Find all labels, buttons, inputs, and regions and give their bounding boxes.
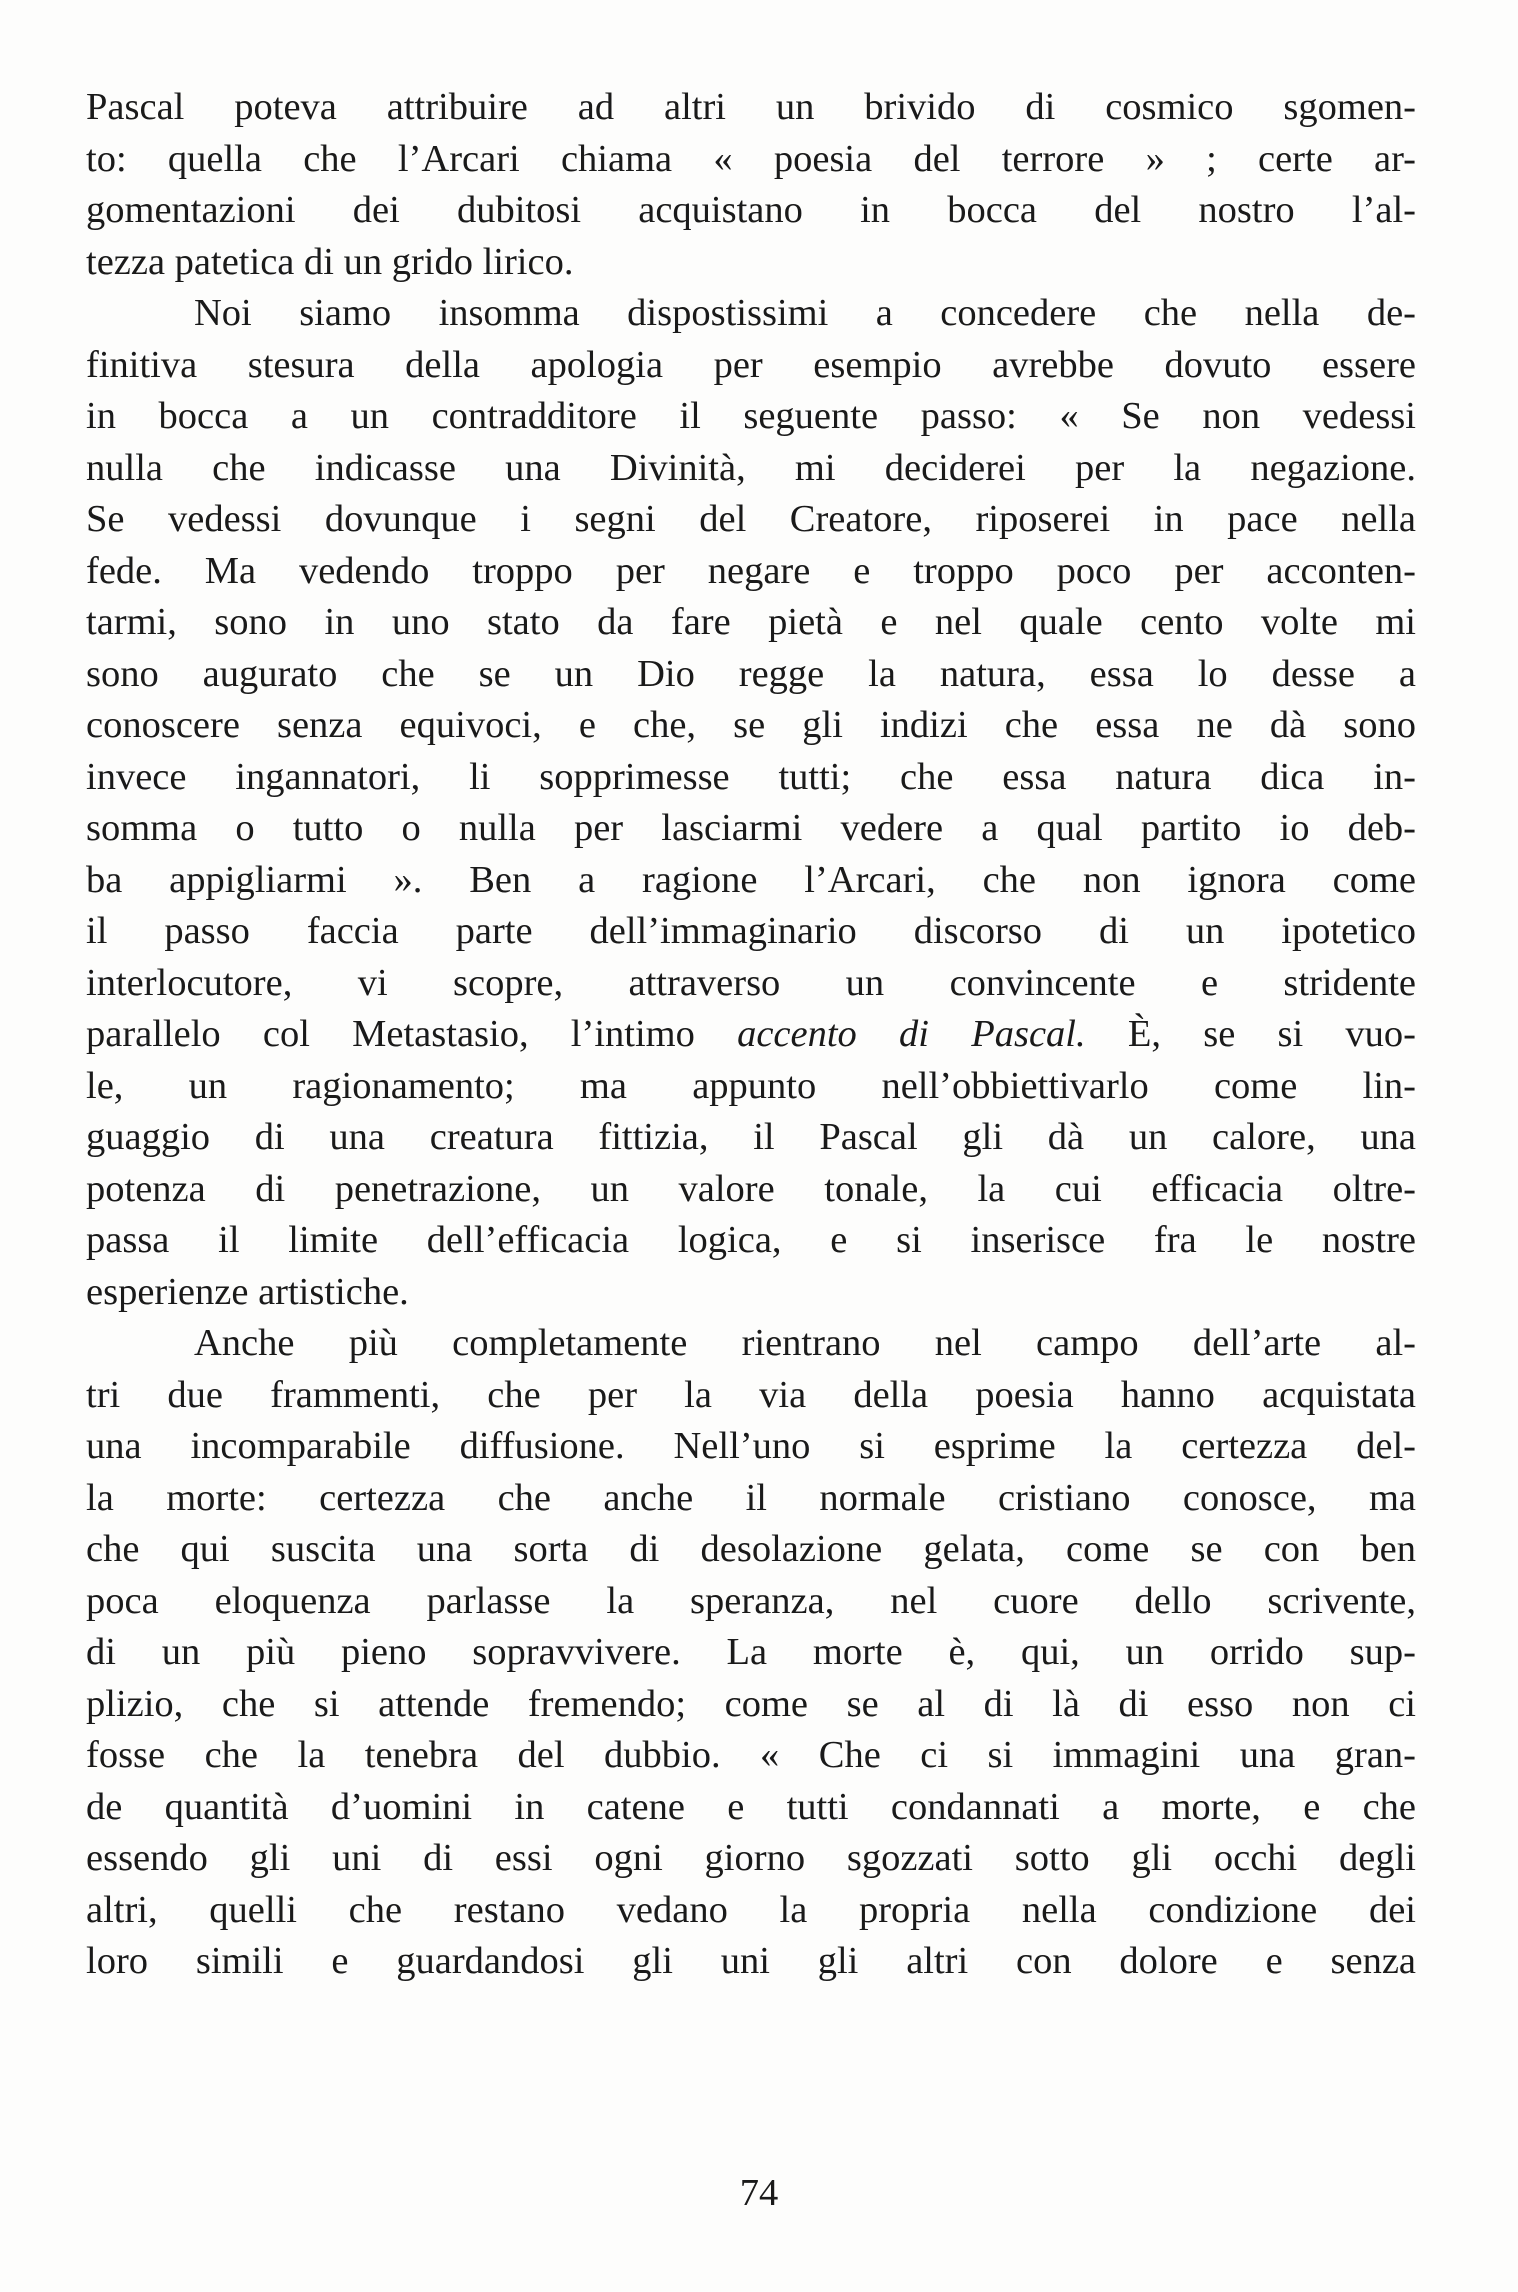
text-line: guaggio di una creatura fittizia, il Pascal gli dà un calore, una	[86, 1116, 1416, 1158]
text-line: fosse che la tenebra del dubbio. « Che ci si immagini una gran-	[86, 1734, 1416, 1776]
text-line: plizio, che si attende fremendo; come se al di là di esso non ci	[86, 1682, 1416, 1725]
text-line: to: quella che l’Arcari chiama « poesia del terrore » ; certe ar-	[86, 137, 1416, 180]
italic-phrase: accento di Pascal.	[737, 1013, 1086, 1055]
text-line: che qui suscita una sorta di desolazione gelata, come se con ben	[86, 1528, 1416, 1570]
body-text	[86, 82, 1416, 1988]
text-line: altri, quelli che restano vedano la propria nella condizione dei	[86, 1888, 1416, 1931]
text-line: la morte: certezza che anche il normale cristiano conosce, ma	[86, 1476, 1416, 1519]
line-text-after: È, se si vuo-	[1085, 1013, 1416, 1055]
paragraph-start-line: Noi siamo insomma dispostissimi a concedere che nella de-	[194, 292, 1416, 334]
text-line: finitiva stesura della apologia per esempio avrebbe dovuto essere	[86, 343, 1416, 386]
text-line: una incomparabile diffusione. Nell’uno si esprime la certezza del-	[86, 1425, 1416, 1467]
text-line: esperienze artistiche.	[86, 1270, 409, 1313]
text-line: passa il limite dell’efficacia logica, e si inserisce fra le nostre	[86, 1219, 1416, 1261]
text-line: nulla che indicasse una Divinità, mi deciderei per la negazione.	[86, 446, 1416, 489]
text-line: poca eloquenza parlasse la speranza, nel cuore dello scrivente,	[86, 1579, 1416, 1622]
text-line: somma o tutto o nulla per lasciarmi vedere a qual partito io deb-	[86, 807, 1416, 849]
text-line: loro simili e guardandosi gli uni gli altri con dolore e senza	[86, 1940, 1416, 1982]
text-line: de quantità d’uomini in catene e tutti condannati a morte, e che	[86, 1785, 1416, 1828]
paragraph-start-line: Anche più completamente rientrano nel campo dell’arte al-	[194, 1322, 1416, 1364]
text-line: potenza di penetrazione, un valore tonale, la cui efficacia oltre-	[86, 1167, 1416, 1210]
text-line: tarmi, sono in uno stato da fare pietà e nel quale cento volte mi	[86, 601, 1416, 643]
line-text-before: parallelo col Metastasio, l’intimo	[86, 1013, 738, 1055]
text-line: Pascal poteva attribuire ad altri un brivido di cosmico sgomen-	[86, 86, 1416, 128]
text-line: le, un ragionamento; ma appunto nell’obbiettivarlo come lin-	[86, 1064, 1416, 1107]
text-line: ba appigliarmi ». Ben a ragione l’Arcari, che non ignora come	[86, 858, 1416, 901]
text-line: fede. Ma vedendo troppo per negare e troppo poco per acconten-	[86, 549, 1416, 592]
text-line: invece ingannatori, li sopprimesse tutti; che essa natura dica in-	[86, 755, 1416, 798]
text-line: essendo gli uni di essi ogni giorno sgozzati sotto gli occhi degli	[86, 1837, 1416, 1879]
text-line: di un più pieno sopravvivere. La morte è, qui, un orrido sup-	[86, 1631, 1416, 1673]
text-line-with-italic	[86, 1009, 1416, 1061]
text-line: gomentazioni dei dubitosi acquistano in bocca del nostro l’al-	[86, 189, 1416, 231]
text-line: in bocca a un contradditore il seguente passo: « Se non vedessi	[86, 395, 1416, 437]
text-line: conoscere senza equivoci, e che, se gli indizi che essa ne dà sono	[86, 704, 1416, 746]
text-line: il passo faccia parte dell’immaginario discorso di un ipotetico	[86, 910, 1416, 952]
text-line: sono augurato che se un Dio regge la natura, essa lo desse a	[86, 652, 1416, 695]
text-line: Se vedessi dovunque i segni del Creatore, riposerei in pace nella	[86, 498, 1416, 540]
page-number: 74	[739, 2172, 779, 2214]
text-line: interlocutore, vi scopre, attraverso un convincente e stridente	[86, 961, 1416, 1004]
text-line: tri due frammenti, che per la via della poesia hanno acquistata	[86, 1373, 1416, 1416]
text-line: tezza patetica di un grido lirico.	[86, 240, 574, 283]
